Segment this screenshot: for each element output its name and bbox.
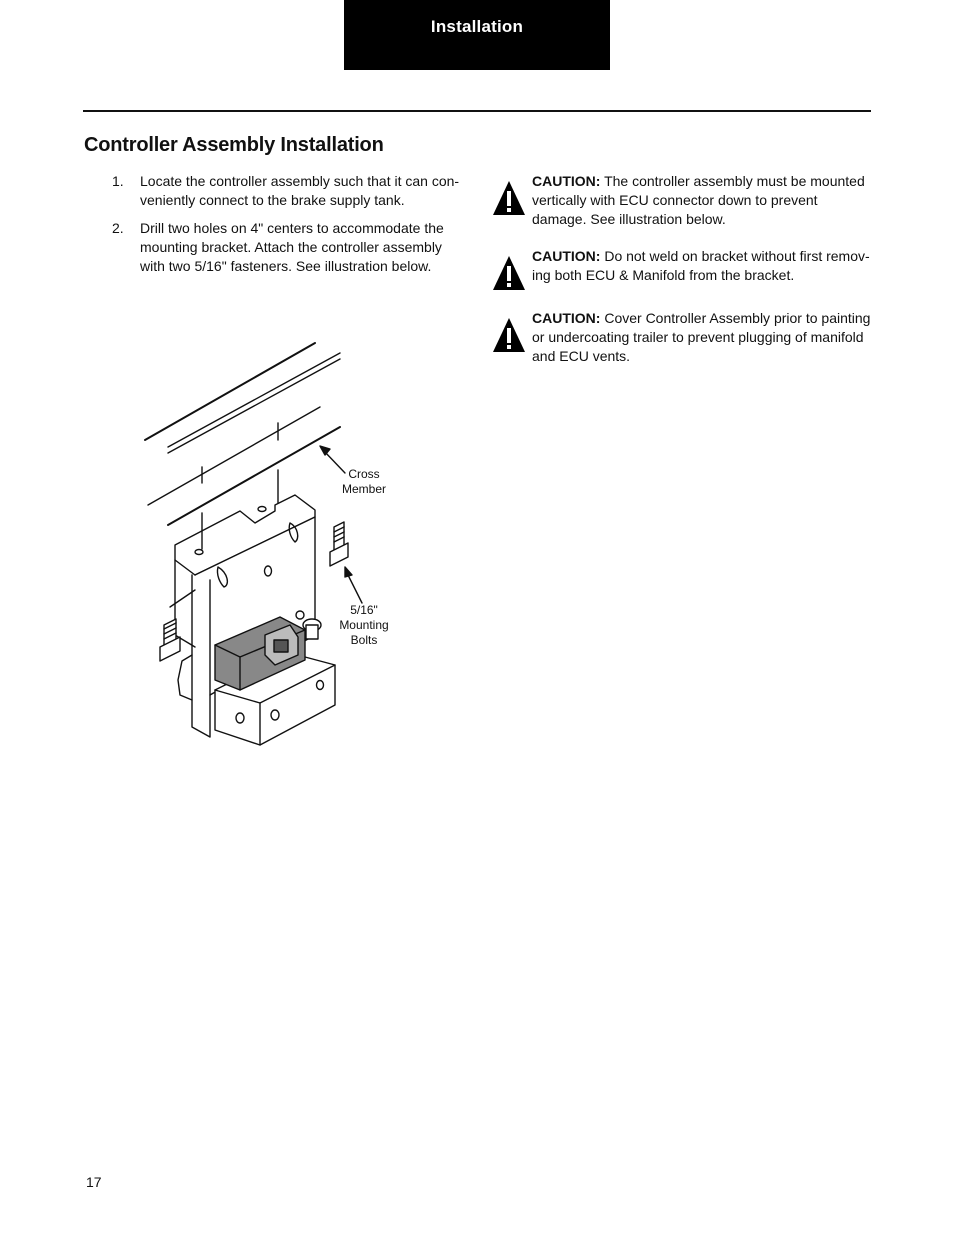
caution-list <box>492 172 872 384</box>
caution-item <box>492 172 872 229</box>
controller-mounting-illustration <box>140 335 400 755</box>
caution-text: Cover Controller Assembly prior to painting or undercoating trailer to prevent plugging of manifold and ECU vents. <box>532 310 871 364</box>
warning-triangle-icon <box>492 180 526 216</box>
caution-text: Do not weld on bracket without first remov-ing both ECU & Manifold from the bracket. <box>532 248 870 283</box>
instruction-list <box>112 172 462 285</box>
list-item <box>112 172 462 210</box>
controller-assembly-drawing <box>140 335 400 755</box>
warning-triangle-icon <box>492 317 526 353</box>
list-item <box>112 219 462 276</box>
caution-text: The controller assembly must be mounted vertically with ECU connector down to prevent damage. See illustration below. <box>532 173 865 227</box>
step-text: Locate the controller assembly such that it can con-veniently connect to the brake supply tank. <box>140 173 460 208</box>
section-tab-label: Installation <box>430 17 524 36</box>
caution-label: CAUTION: <box>532 173 601 189</box>
header-rule <box>83 110 871 112</box>
caution-label: CAUTION: <box>532 248 601 264</box>
warning-triangle-icon <box>492 255 526 291</box>
cross-member-label: Cross Member <box>341 467 386 496</box>
page-number: 17 <box>86 1174 102 1190</box>
mounting-bolts-label: 5/16" Mounting Bolts <box>339 603 389 647</box>
caution-item <box>492 309 872 366</box>
caution-label: CAUTION: <box>532 310 601 326</box>
step-text: Drill two holes on 4" centers to accommodate the mounting bracket. Attach the controller assembly with two 5/16" fasteners. See illustration below. <box>140 220 444 274</box>
page-title: Controller Assembly Installation <box>84 134 384 156</box>
caution-item <box>492 247 872 291</box>
step-number: 1. <box>112 173 124 189</box>
section-tab <box>344 0 610 70</box>
step-number: 2. <box>112 220 124 236</box>
